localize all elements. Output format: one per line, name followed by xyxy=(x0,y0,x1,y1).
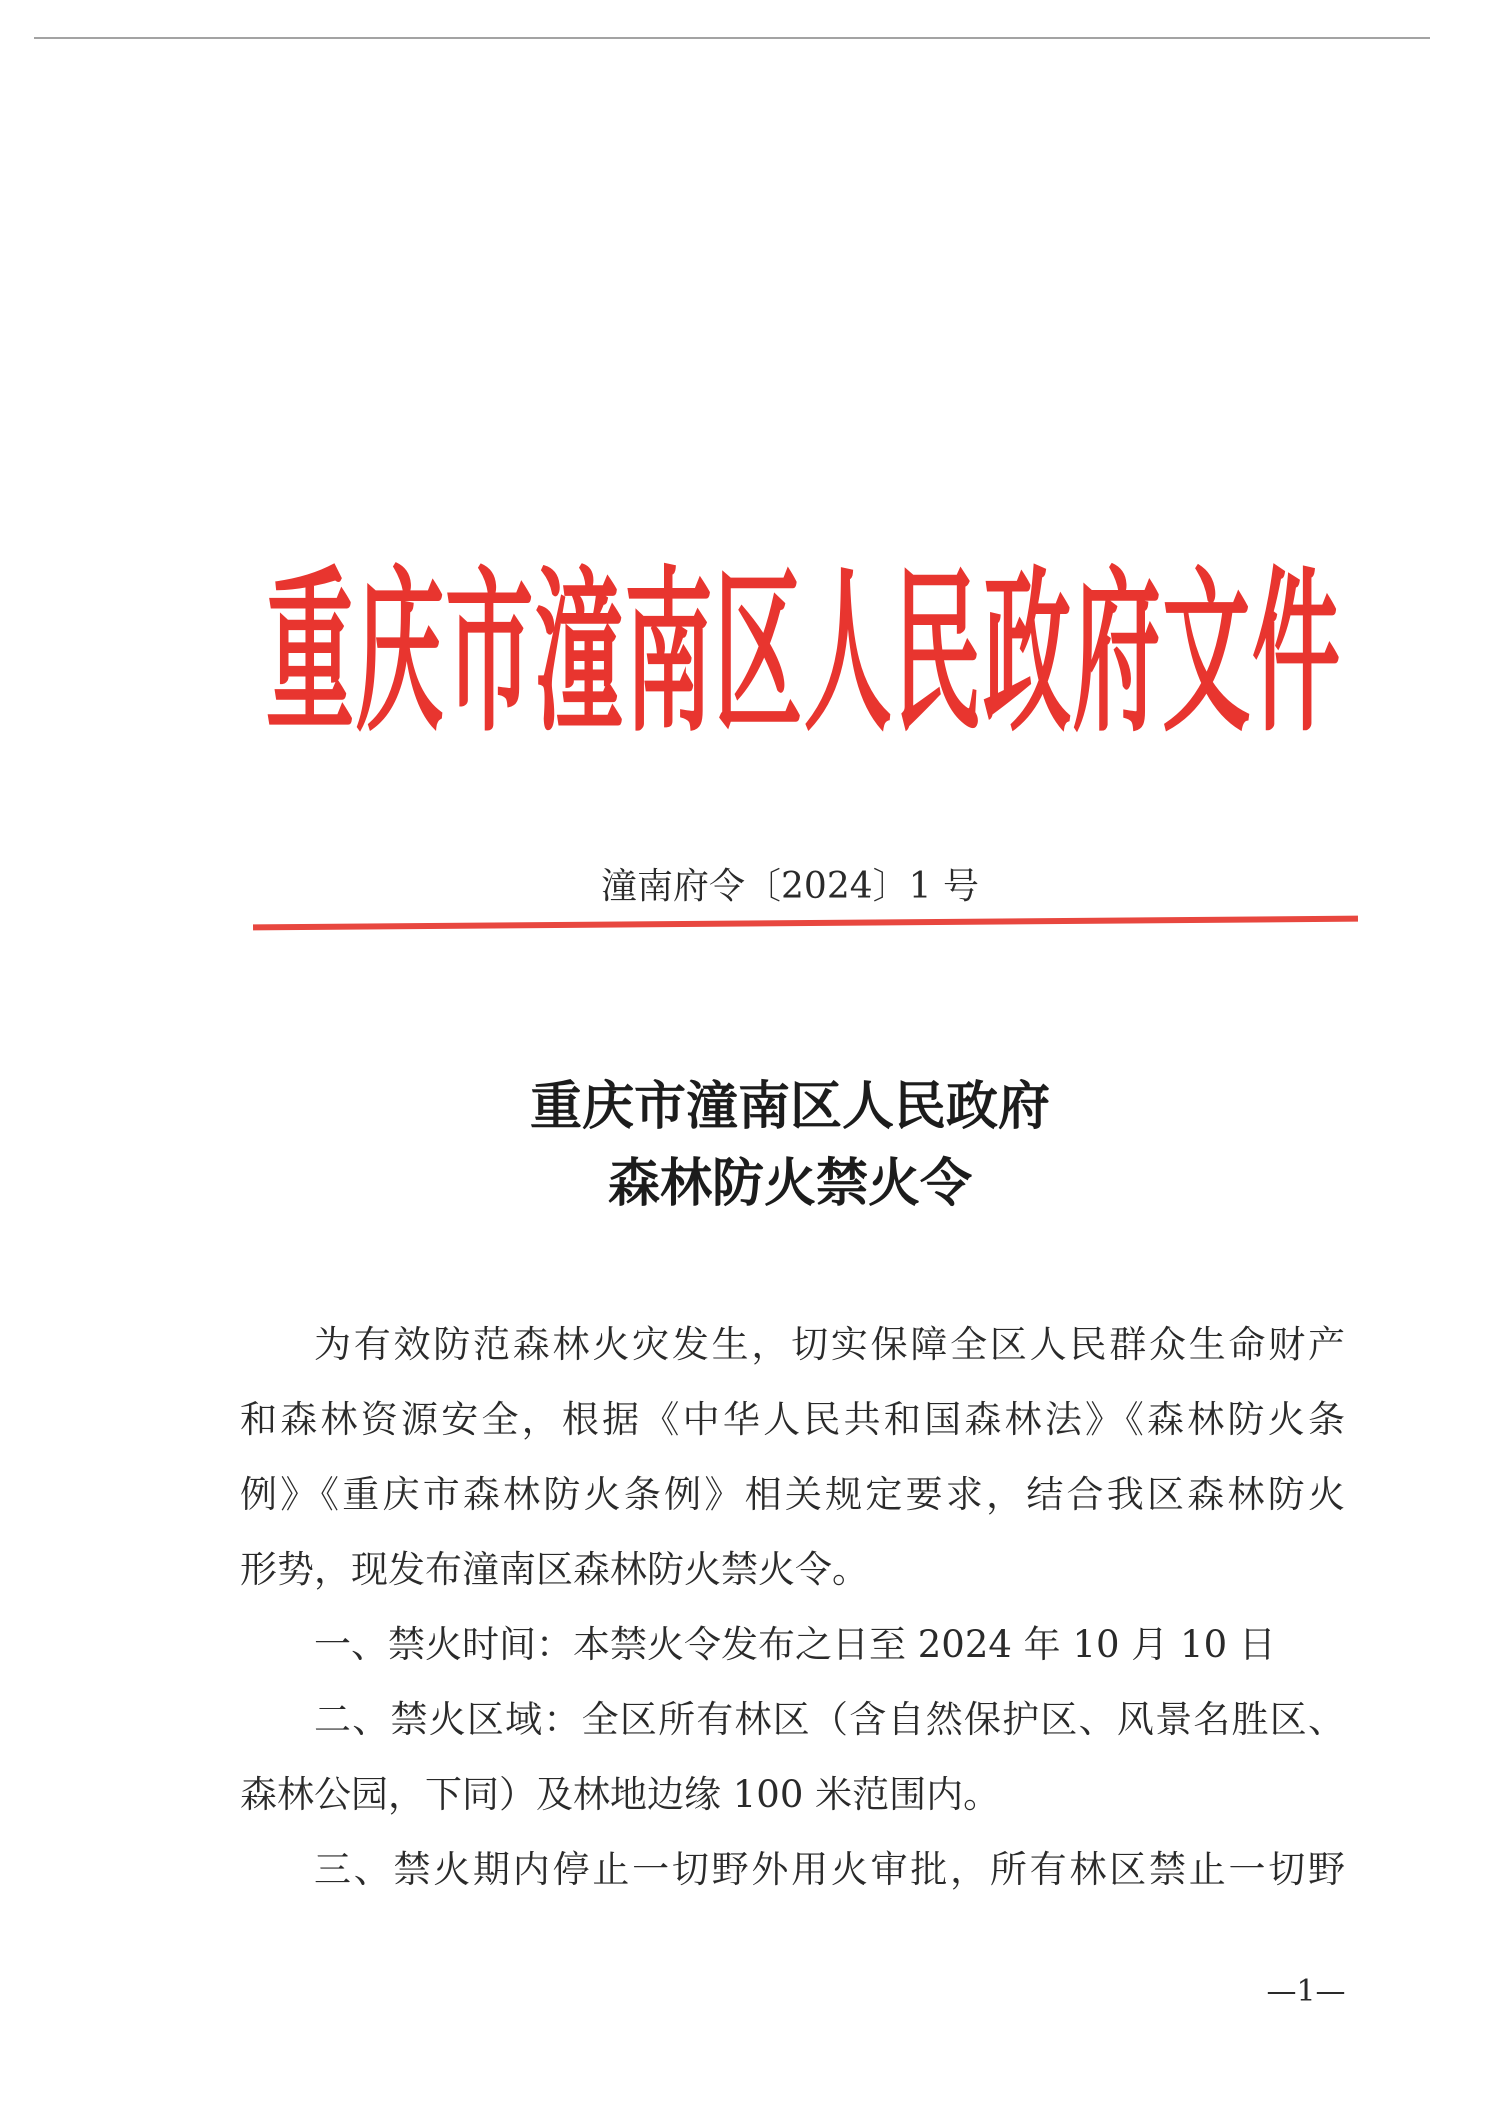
document-title-line-1: 重庆市潼南区人民政府 xyxy=(529,1076,1050,1137)
body-line: 二、禁火区域：全区所有林区（含自然保护区、风景名胜区、 xyxy=(314,1698,1345,1741)
scan-top-rule xyxy=(34,37,1430,39)
body-line: 为有效防范森林火灾发生，切实保障全区人民群众生命财产 xyxy=(314,1323,1345,1366)
body-line: 例》《重庆市森林防火条例》相关规定要求，结合我区森林防火 xyxy=(240,1473,1345,1516)
document-red-header: 重庆市潼南区人民政府文件 xyxy=(266,548,1340,756)
document-number: 潼南府令〔2024〕1 号 xyxy=(601,866,979,907)
document-title-line-2: 森林防火禁火令 xyxy=(607,1153,972,1214)
body-line: 形势，现发布潼南区森林防火禁火令。 xyxy=(240,1548,869,1591)
page-number: —1— xyxy=(1266,1974,1346,2009)
red-separator-rule xyxy=(253,916,1358,931)
document-body xyxy=(240,1307,1345,1907)
body-line: 一、禁火时间：本禁火令发布之日至 2024 年 10 月 10 日 xyxy=(314,1623,1276,1666)
body-line: 三、禁火期内停止一切野外用火审批，所有林区禁止一切野 xyxy=(314,1848,1345,1891)
body-line: 和森林资源安全，根据《中华人民共和国森林法》《森林防火条 xyxy=(240,1398,1345,1441)
body-line: 森林公园，下同）及林地边缘 100 米范围内。 xyxy=(240,1773,1001,1816)
